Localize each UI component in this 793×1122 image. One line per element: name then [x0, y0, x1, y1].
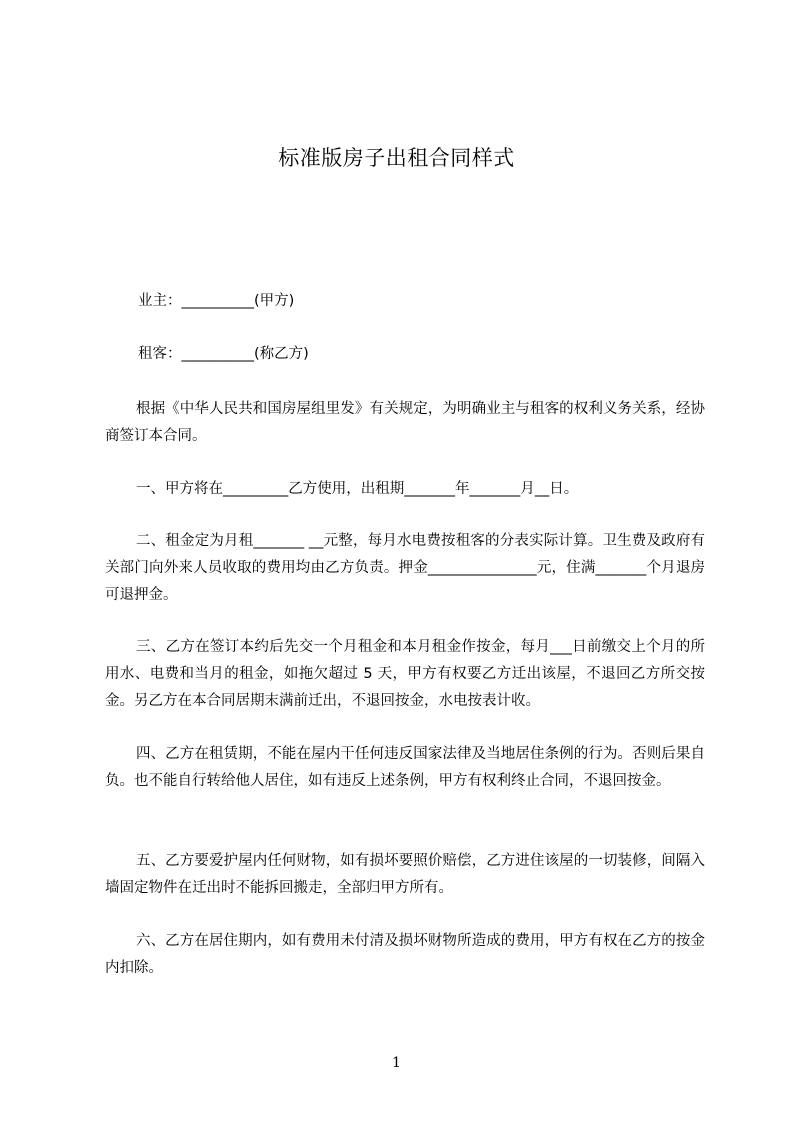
page-number: 1 — [392, 1055, 401, 1071]
owner-line: 业主：__________(甲方) — [138, 293, 295, 309]
preamble-paragraph: 根据《中华人民共和国房屋组里发》有关规定，为明确业主与租客的权利义务关系，经协商签订本合同。 — [105, 401, 705, 444]
clause-3-paragraph: 三、乙方在签订本约后先交一个月租金和本月租金作按金，每月___日前缴交上个月的所用水、电费和当月的租金，如拖欠超过 5 天，甲方有权要乙方迁出该屋，不退回乙方所交按金。另乙方在本合同居期末满前迁出，不退回按金，水电按表计收。 — [105, 639, 705, 709]
tenant-line: 租客：__________(称乙方) — [138, 346, 309, 362]
clause-5-paragraph: 五、乙方要爱护屋内任何财物，如有损坏要照价赔偿，乙方进住该屋的一切装修，间隔入墙固定物件在迁出时不能拆回搬走，全部归甲方所有。 — [105, 853, 705, 896]
clause-4-paragraph: 四、乙方在租赁期，不能在屋内干任何违反国家法律及当地居住条例的行为。否则后果自负。也不能自行转给他人居住，如有违反上述条例，甲方有权利终止合同，不退回按金。 — [105, 746, 705, 789]
clause-2-paragraph: 二、租金定为月租_______ __元整，每月水电费按租客的分表实际计算。卫生费及政府有关部门向外来人员收取的费用均由乙方负责。押金_______________元，住满_______个月退房可退押金。 — [105, 533, 705, 603]
clause-6-paragraph: 六、乙方在居住期内，如有费用未付清及损坏财物所造成的费用，甲方有权在乙方的按金内扣除。 — [105, 933, 705, 976]
document-title: 标准版房子出租合同样式 — [278, 146, 515, 170]
clause-1-paragraph: 一、甲方将在_________乙方使用，出租期_______年_______月__日。 — [136, 481, 579, 497]
